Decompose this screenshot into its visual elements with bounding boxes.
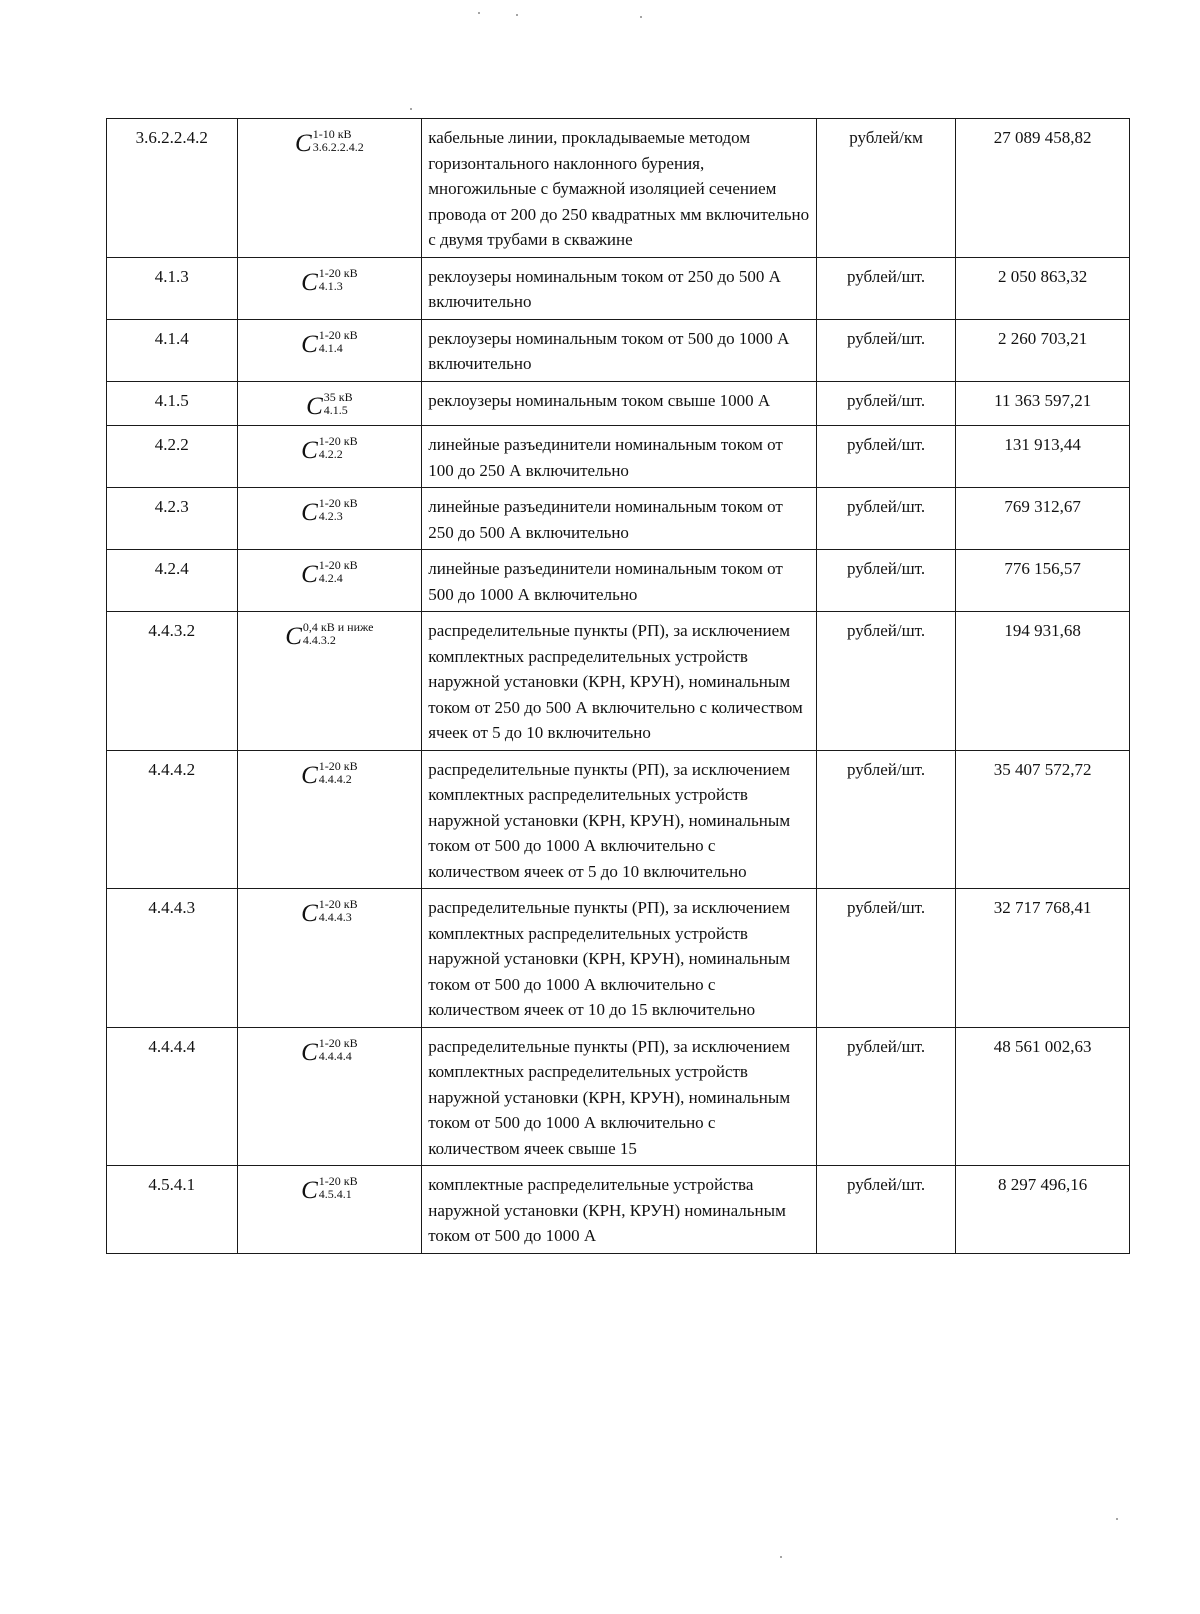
row-unit: рублей/шт. <box>816 488 956 550</box>
row-description: линейные разъединители номинальным током от 250 до 500 А включительно <box>422 488 817 550</box>
row-symbol <box>237 381 422 426</box>
rate-symbol-voltage: 1-20 кВ <box>318 265 358 280</box>
row-code: 4.1.3 <box>107 257 238 319</box>
rate-symbol-voltage: 1-20 кВ <box>318 897 358 911</box>
row-symbol <box>237 319 422 381</box>
table-row <box>107 1027 1130 1166</box>
rate-symbol <box>301 432 358 463</box>
rate-symbol-letter: C <box>301 561 318 588</box>
row-symbol <box>237 119 422 258</box>
rate-symbol-voltage: 1-20 кВ <box>318 327 358 342</box>
table-row <box>107 612 1130 751</box>
rate-symbol-scripts <box>319 1172 358 1201</box>
rate-symbol-letter: C <box>285 623 302 650</box>
rate-symbol-scripts <box>313 125 364 154</box>
scan-speck <box>478 12 480 14</box>
row-unit: рублей/шт. <box>816 550 956 612</box>
row-value: 2 260 703,21 <box>956 319 1130 381</box>
scan-speck <box>780 1556 782 1558</box>
row-description: реклоузеры номинальным током от 250 до 500 А включительно <box>422 257 817 319</box>
row-unit: рублей/шт. <box>816 1027 956 1166</box>
rate-symbol-index: 4.4.3.2 <box>302 633 336 647</box>
table-row <box>107 119 1130 258</box>
rate-symbol-letter: C <box>301 330 318 358</box>
rate-symbol-scripts <box>319 895 358 924</box>
rate-symbol-scripts <box>319 1034 358 1063</box>
row-code: 4.4.4.4 <box>107 1027 238 1166</box>
table-row <box>107 488 1130 550</box>
row-unit: рублей/шт. <box>816 319 956 381</box>
row-code: 4.2.4 <box>107 550 238 612</box>
table-row <box>107 750 1130 889</box>
rate-symbol-letter: C <box>301 900 318 927</box>
row-code: 4.1.5 <box>107 381 238 426</box>
row-unit: рублей/шт. <box>816 889 956 1028</box>
row-unit: рублей/шт. <box>816 426 956 488</box>
rate-symbol <box>301 326 358 357</box>
row-code: 4.2.2 <box>107 426 238 488</box>
table-row <box>107 426 1130 488</box>
rate-symbol <box>301 895 358 926</box>
row-unit: рублей/км <box>816 119 956 258</box>
row-value: 35 407 572,72 <box>956 750 1130 889</box>
row-symbol <box>237 488 422 550</box>
rate-symbol-scripts <box>324 388 353 417</box>
rate-symbol-voltage: 1-20 кВ <box>318 1174 358 1188</box>
row-value: 131 913,44 <box>956 426 1130 488</box>
row-code: 4.1.4 <box>107 319 238 381</box>
table-row <box>107 1166 1130 1254</box>
table-row <box>107 319 1130 381</box>
row-symbol <box>237 889 422 1028</box>
row-code: 4.4.4.2 <box>107 750 238 889</box>
row-value: 2 050 863,32 <box>956 257 1130 319</box>
rate-symbol-index: 4.1.3 <box>318 278 343 293</box>
rate-symbol-scripts <box>319 326 358 355</box>
rate-symbol-index: 4.4.4.2 <box>318 771 352 786</box>
rate-symbol-index: 4.4.4.4 <box>318 1048 352 1063</box>
rate-symbol-voltage: 1-20 кВ <box>318 1035 358 1050</box>
rate-symbol-index: 4.1.4 <box>318 340 343 355</box>
rate-symbol-letter: C <box>295 130 312 157</box>
row-description: комплектные распределительные устройства наружной установки (КРН, КРУН) номинальным током от 500 до 1000 А <box>422 1166 817 1254</box>
row-description: распределительные пункты (РП), за исключением комплектных распределительных устройств наружной установки (КРН, КРУН), номинальным током от 500 до 1000 А включительно с количеством ячеек свыше 15 <box>422 1027 817 1166</box>
row-unit: рублей/шт. <box>816 612 956 751</box>
rate-symbol-index: 4.2.4 <box>318 571 343 585</box>
rates-table <box>106 118 1130 1254</box>
row-symbol <box>237 426 422 488</box>
rate-symbol-voltage: 1-20 кВ <box>318 558 358 572</box>
rate-symbol <box>301 264 358 295</box>
rates-table-body <box>107 119 1130 1254</box>
rate-symbol-scripts <box>319 556 358 585</box>
rate-symbol-scripts <box>319 494 358 523</box>
rate-symbol-index: 4.1.5 <box>323 402 348 417</box>
rate-symbol <box>301 494 358 525</box>
scan-speck <box>640 16 642 18</box>
row-description: реклоузеры номинальным током свыше 1000 А <box>422 381 817 426</box>
row-value: 11 363 597,21 <box>956 381 1130 426</box>
rate-symbol-voltage: 1-10 кВ <box>312 127 352 141</box>
row-unit: рублей/шт. <box>816 257 956 319</box>
rate-symbol-voltage: 1-20 кВ <box>318 496 358 510</box>
rate-symbol-index: 4.2.3 <box>318 509 343 523</box>
row-code: 4.4.4.3 <box>107 889 238 1028</box>
rate-symbol <box>306 388 353 419</box>
rate-symbol-letter: C <box>306 392 323 420</box>
row-value: 194 931,68 <box>956 612 1130 751</box>
row-code: 4.4.3.2 <box>107 612 238 751</box>
rate-symbol-scripts <box>319 264 358 293</box>
row-description: реклоузеры номинальным током от 500 до 1000 А включительно <box>422 319 817 381</box>
row-description: распределительные пункты (РП), за исключением комплектных распределительных устройств наружной установки (КРН, КРУН), номинальным током от 500 до 1000 А включительно с количеством ячеек от 5 до 10 включительно <box>422 750 817 889</box>
row-code: 4.5.4.1 <box>107 1166 238 1254</box>
rate-symbol <box>301 1034 358 1065</box>
rate-symbol-voltage: 0,4 кВ и ниже <box>302 620 374 634</box>
rate-symbol-letter: C <box>301 437 318 464</box>
rate-symbol-voltage: 35 кВ <box>323 389 353 404</box>
rate-symbol-letter: C <box>301 499 318 526</box>
scan-speck <box>516 14 518 16</box>
rate-symbol-scripts <box>303 618 374 647</box>
row-value: 48 561 002,63 <box>956 1027 1130 1166</box>
row-symbol <box>237 1027 422 1166</box>
rate-symbol <box>301 757 358 788</box>
row-description: кабельные линии, прокладываемые методом горизонтального наклонного бурения, многожильные с бумажной изоляцией сечением провода от 200 до 250 квадратных мм включительно с двумя трубами в скважине <box>422 119 817 258</box>
row-value: 27 089 458,82 <box>956 119 1130 258</box>
rate-symbol-index: 3.6.2.2.4.2 <box>312 140 364 154</box>
rate-symbol <box>301 556 358 587</box>
rate-symbol-index: 4.5.4.1 <box>318 1187 352 1201</box>
table-row <box>107 381 1130 426</box>
rate-symbol-scripts <box>319 432 358 461</box>
rate-symbol-voltage: 1-20 кВ <box>318 758 358 773</box>
table-row <box>107 550 1130 612</box>
row-symbol <box>237 750 422 889</box>
row-code: 3.6.2.2.4.2 <box>107 119 238 258</box>
rate-symbol-letter: C <box>301 761 318 789</box>
rate-symbol-letter: C <box>301 1177 318 1204</box>
scan-speck <box>410 108 412 110</box>
table-row <box>107 257 1130 319</box>
row-symbol <box>237 1166 422 1254</box>
row-description: линейные разъединители номинальным током от 100 до 250 А включительно <box>422 426 817 488</box>
row-description: распределительные пункты (РП), за исключением комплектных распределительных устройств наружной установки (КРН, КРУН), номинальным током от 500 до 1000 А включительно с количеством ячеек от 10 до 15 включительно <box>422 889 817 1028</box>
rate-symbol <box>285 618 373 649</box>
rate-symbol <box>301 1172 358 1203</box>
row-symbol <box>237 257 422 319</box>
row-unit: рублей/шт. <box>816 381 956 426</box>
row-value: 769 312,67 <box>956 488 1130 550</box>
rate-symbol-index: 4.4.4.3 <box>318 910 352 924</box>
rate-symbol-voltage: 1-20 кВ <box>318 434 358 448</box>
scan-speck <box>1116 1518 1118 1520</box>
row-value: 8 297 496,16 <box>956 1166 1130 1254</box>
row-symbol <box>237 612 422 751</box>
row-code: 4.2.3 <box>107 488 238 550</box>
row-unit: рублей/шт. <box>816 750 956 889</box>
row-value: 32 717 768,41 <box>956 889 1130 1028</box>
rate-symbol-letter: C <box>301 1038 318 1066</box>
row-description: линейные разъединители номинальным током от 500 до 1000 А включительно <box>422 550 817 612</box>
table-row <box>107 889 1130 1028</box>
rate-symbol-letter: C <box>301 268 318 296</box>
row-unit: рублей/шт. <box>816 1166 956 1254</box>
rate-symbol <box>295 125 364 156</box>
row-value: 776 156,57 <box>956 550 1130 612</box>
row-symbol <box>237 550 422 612</box>
rate-symbol-index: 4.2.2 <box>318 447 343 461</box>
rate-symbol-scripts <box>319 757 358 786</box>
row-description: распределительные пункты (РП), за исключением комплектных распределительных устройств наружной установки (КРН, КРУН), номинальным током от 250 до 500 А включительно с количеством ячеек от 5 до 10 включительно <box>422 612 817 751</box>
